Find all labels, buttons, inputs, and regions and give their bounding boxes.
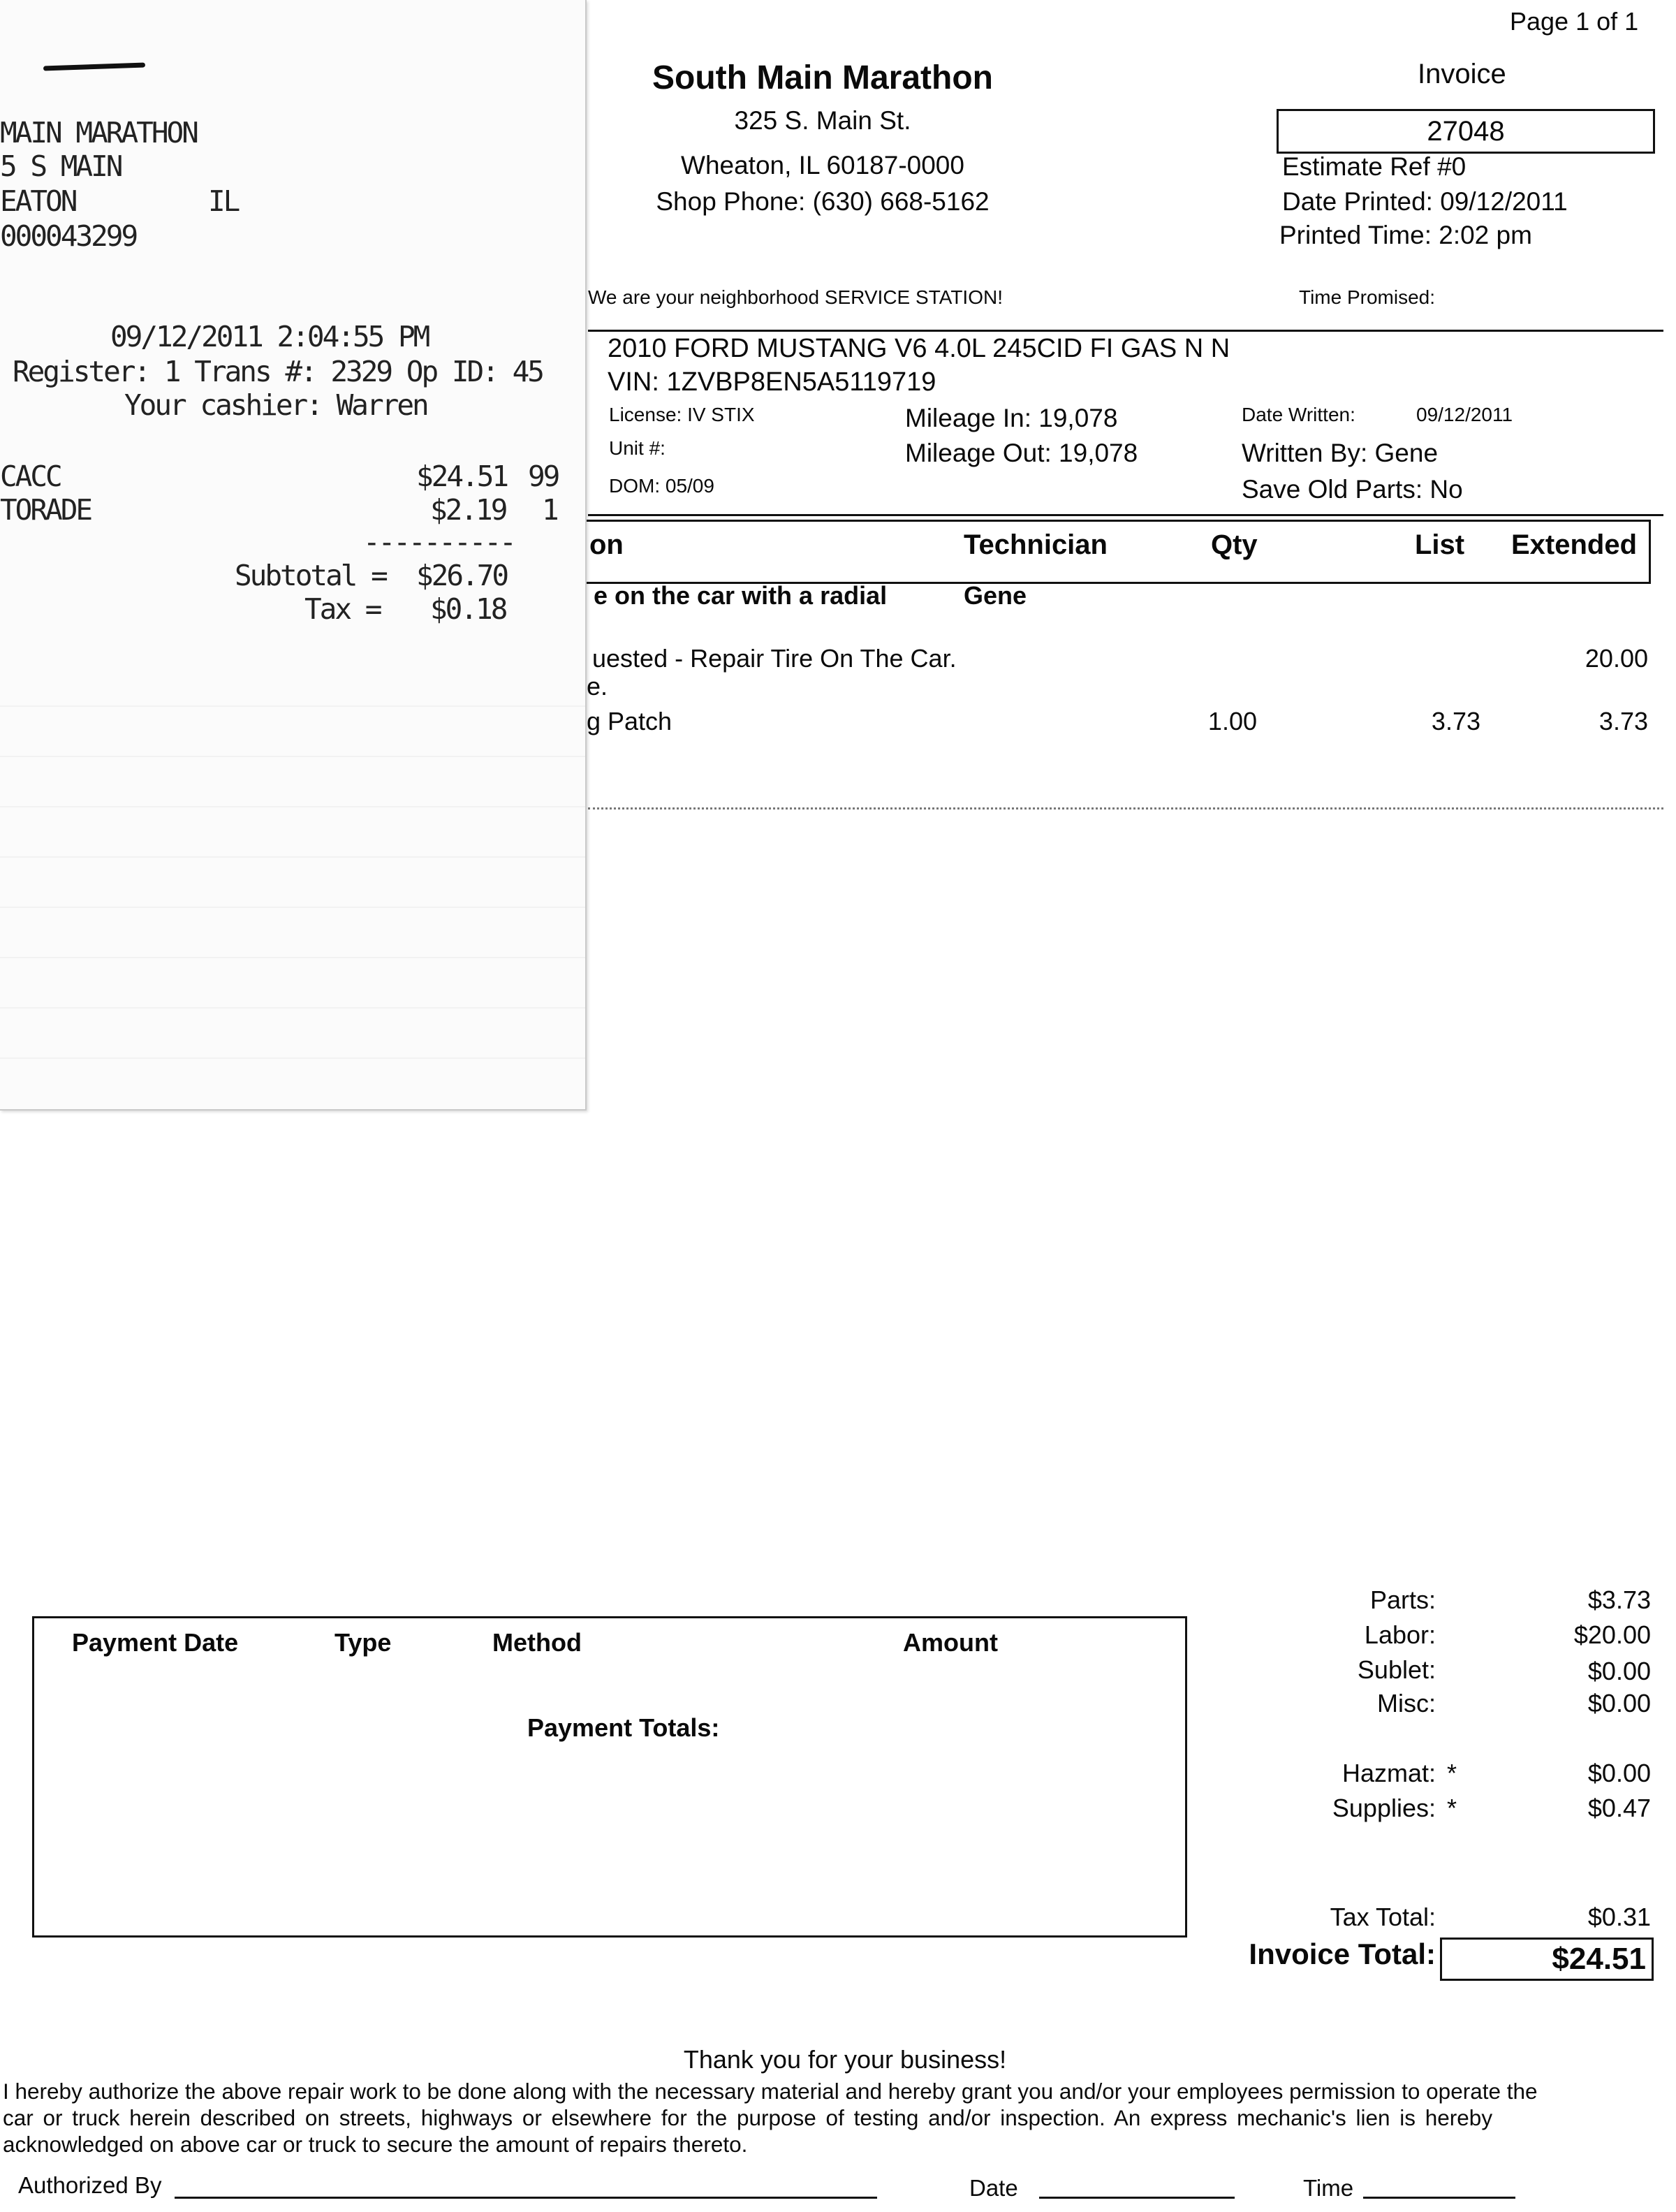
mileage-out: Mileage Out: 19,078: [905, 439, 1138, 467]
shop-phone: Shop Phone: (630) 668-5162: [656, 187, 990, 216]
vehicle-description: 2010 FORD MUSTANG V6 4.0L 245CID FI GAS N N: [608, 334, 1230, 363]
receipt-item-price: $2.19: [430, 493, 506, 527]
payment-box: [32, 1616, 1187, 1938]
invoice-total-value: $24.51: [1552, 1942, 1646, 1976]
page-number: Page 1 of 1: [1510, 7, 1639, 36]
vehicle-divider: [588, 514, 1663, 516]
receipt-subtotal-label: Subtotal =: [235, 559, 386, 592]
thank-you: Thank you for your business!: [683, 2045, 1007, 2074]
hazmat-star: *: [1447, 1759, 1457, 1787]
line-item-qty: 1.00: [1207, 707, 1257, 735]
receipt-subtotal-value: $26.70: [416, 559, 508, 592]
payment-date-header: Payment Date: [72, 1628, 239, 1657]
document-type: Invoice: [1418, 59, 1506, 89]
supplies-value: $0.47: [1587, 1794, 1651, 1822]
payment-amount-header: Amount: [903, 1628, 998, 1657]
hazmat-value: $0.00: [1587, 1759, 1651, 1787]
printed-time: Printed Time: 2:02 pm: [1279, 221, 1532, 249]
time-label: Time: [1303, 2175, 1354, 2201]
sublet-label: Sublet:: [1357, 1655, 1436, 1684]
line-items-header: [584, 520, 1651, 584]
receipt-cashier: Your cashier: Warren: [124, 388, 427, 422]
tax-total-label: Tax Total:: [1330, 1903, 1436, 1931]
line-item-description: g Patch: [587, 707, 672, 735]
mileage-in: Mileage In: 19,078: [905, 404, 1118, 432]
line-item-list: 3.73: [1431, 707, 1480, 735]
sublet-value: $0.00: [1587, 1657, 1651, 1685]
receipt-datetime: 09/12/2011 2:04:55 PM: [110, 320, 429, 353]
column-extended: Extended: [1511, 529, 1638, 560]
line-item-description: uested - Repair Tire On The Car.: [592, 644, 957, 673]
shop-name: South Main Marathon: [652, 59, 993, 96]
column-list: List: [1415, 529, 1465, 560]
invoice-number: 27048: [1427, 116, 1505, 147]
column-technician: Technician: [964, 529, 1108, 560]
date-label: Date: [969, 2175, 1018, 2201]
authorized-by-label: Authorized By: [18, 2172, 162, 2198]
vehicle-vin: VIN: 1ZVBP8EN5A5119719: [608, 367, 936, 397]
date-printed: Date Printed: 09/12/2011: [1282, 187, 1568, 216]
labor-label: Labor:: [1364, 1620, 1436, 1649]
column-qty: Qty: [1211, 529, 1258, 560]
tagline: We are your neighborhood SERVICE STATION!: [588, 286, 1003, 308]
line-item-description: e on the car with a radial: [594, 581, 888, 610]
receipt-tax-label: Tax =: [304, 592, 381, 626]
authorized-by-line[interactable]: [175, 2197, 877, 2199]
line-item-description: e.: [587, 672, 608, 701]
receipt-item-code: 1: [542, 493, 557, 527]
receipt-street: 5 S MAIN: [0, 149, 122, 183]
line-items-end-divider: [588, 807, 1663, 810]
receipt-item-name: CACC: [0, 460, 61, 493]
shop-address-line2: Wheaton, IL 60187-0000: [681, 151, 964, 180]
receipt-city: EATON: [0, 184, 76, 218]
store-receipt: [0, 0, 587, 1111]
receipt-register: Register: 1 Trans #: 2329 Op ID: 45: [13, 355, 543, 388]
time-promised: Time Promised:: [1299, 286, 1436, 308]
misc-label: Misc:: [1377, 1689, 1436, 1717]
time-line[interactable]: [1363, 2197, 1515, 2199]
vehicle-dom: DOM: 05/09: [609, 475, 714, 497]
invoice-number-box: [1277, 109, 1655, 154]
staple: [43, 62, 145, 71]
column-description: on: [589, 529, 624, 560]
authorization-text-line3: acknowledged on above car or truck to secure the amount of repairs thereto.: [3, 2132, 748, 2157]
invoice-total-label: Invoice Total:: [1249, 1938, 1436, 1970]
estimate-ref: Estimate Ref #0: [1282, 152, 1466, 181]
payment-type-header: Type: [335, 1628, 392, 1657]
authorization-text-line1: I hereby authorize the above repair work to be done along with the necessary material and hereby grant you and/or your employees permission to operate the: [3, 2079, 1538, 2104]
parts-value: $3.73: [1587, 1585, 1651, 1614]
shop-address-line1: 325 S. Main St.: [734, 106, 911, 135]
receipt-bleed-texture: [0, 657, 585, 1104]
line-item-extended: 3.73: [1598, 707, 1648, 735]
receipt-state: IL: [208, 184, 239, 218]
vehicle-license: License: IV STIX: [609, 404, 755, 425]
parts-label: Parts:: [1369, 1585, 1436, 1614]
receipt-store-id: 000043299: [0, 219, 137, 253]
line-item-extended: 20.00: [1585, 644, 1648, 673]
invoice-total-box: [1440, 1938, 1654, 1981]
date-written-value: 09/12/2011: [1416, 404, 1513, 425]
misc-value: $0.00: [1587, 1689, 1651, 1717]
receipt-item-name: TORADE: [0, 493, 91, 527]
payment-totals-label: Payment Totals:: [527, 1713, 720, 1742]
receipt-item-code: 99: [528, 460, 559, 493]
receipt-separator: ----------: [363, 525, 515, 559]
save-old-parts: Save Old Parts: No: [1242, 475, 1463, 504]
receipt-tax-value: $0.18: [430, 592, 506, 626]
receipt-store-name: MAIN MARATHON: [0, 116, 197, 149]
vehicle-unit: Unit #:: [609, 437, 666, 459]
written-by: Written By: Gene: [1242, 439, 1439, 467]
hazmat-label: Hazmat:: [1341, 1759, 1436, 1787]
line-item-technician: Gene: [964, 581, 1027, 610]
authorization-text-line2: car or truck herein described on streets, highways or elsewhere for the purpose of testing and/or inspection. An express mechanic's lien is hereby: [3, 2105, 1493, 2130]
supplies-label: Supplies:: [1332, 1794, 1436, 1822]
labor-value: $20.00: [1573, 1620, 1651, 1649]
header-divider: [588, 330, 1663, 332]
tax-total-value: $0.31: [1587, 1903, 1651, 1931]
supplies-star: *: [1447, 1794, 1457, 1822]
date-line[interactable]: [1039, 2197, 1235, 2199]
payment-method-header: Method: [492, 1628, 582, 1657]
receipt-item-price: $24.51: [416, 460, 508, 493]
date-written-label: Date Written:: [1242, 404, 1355, 425]
